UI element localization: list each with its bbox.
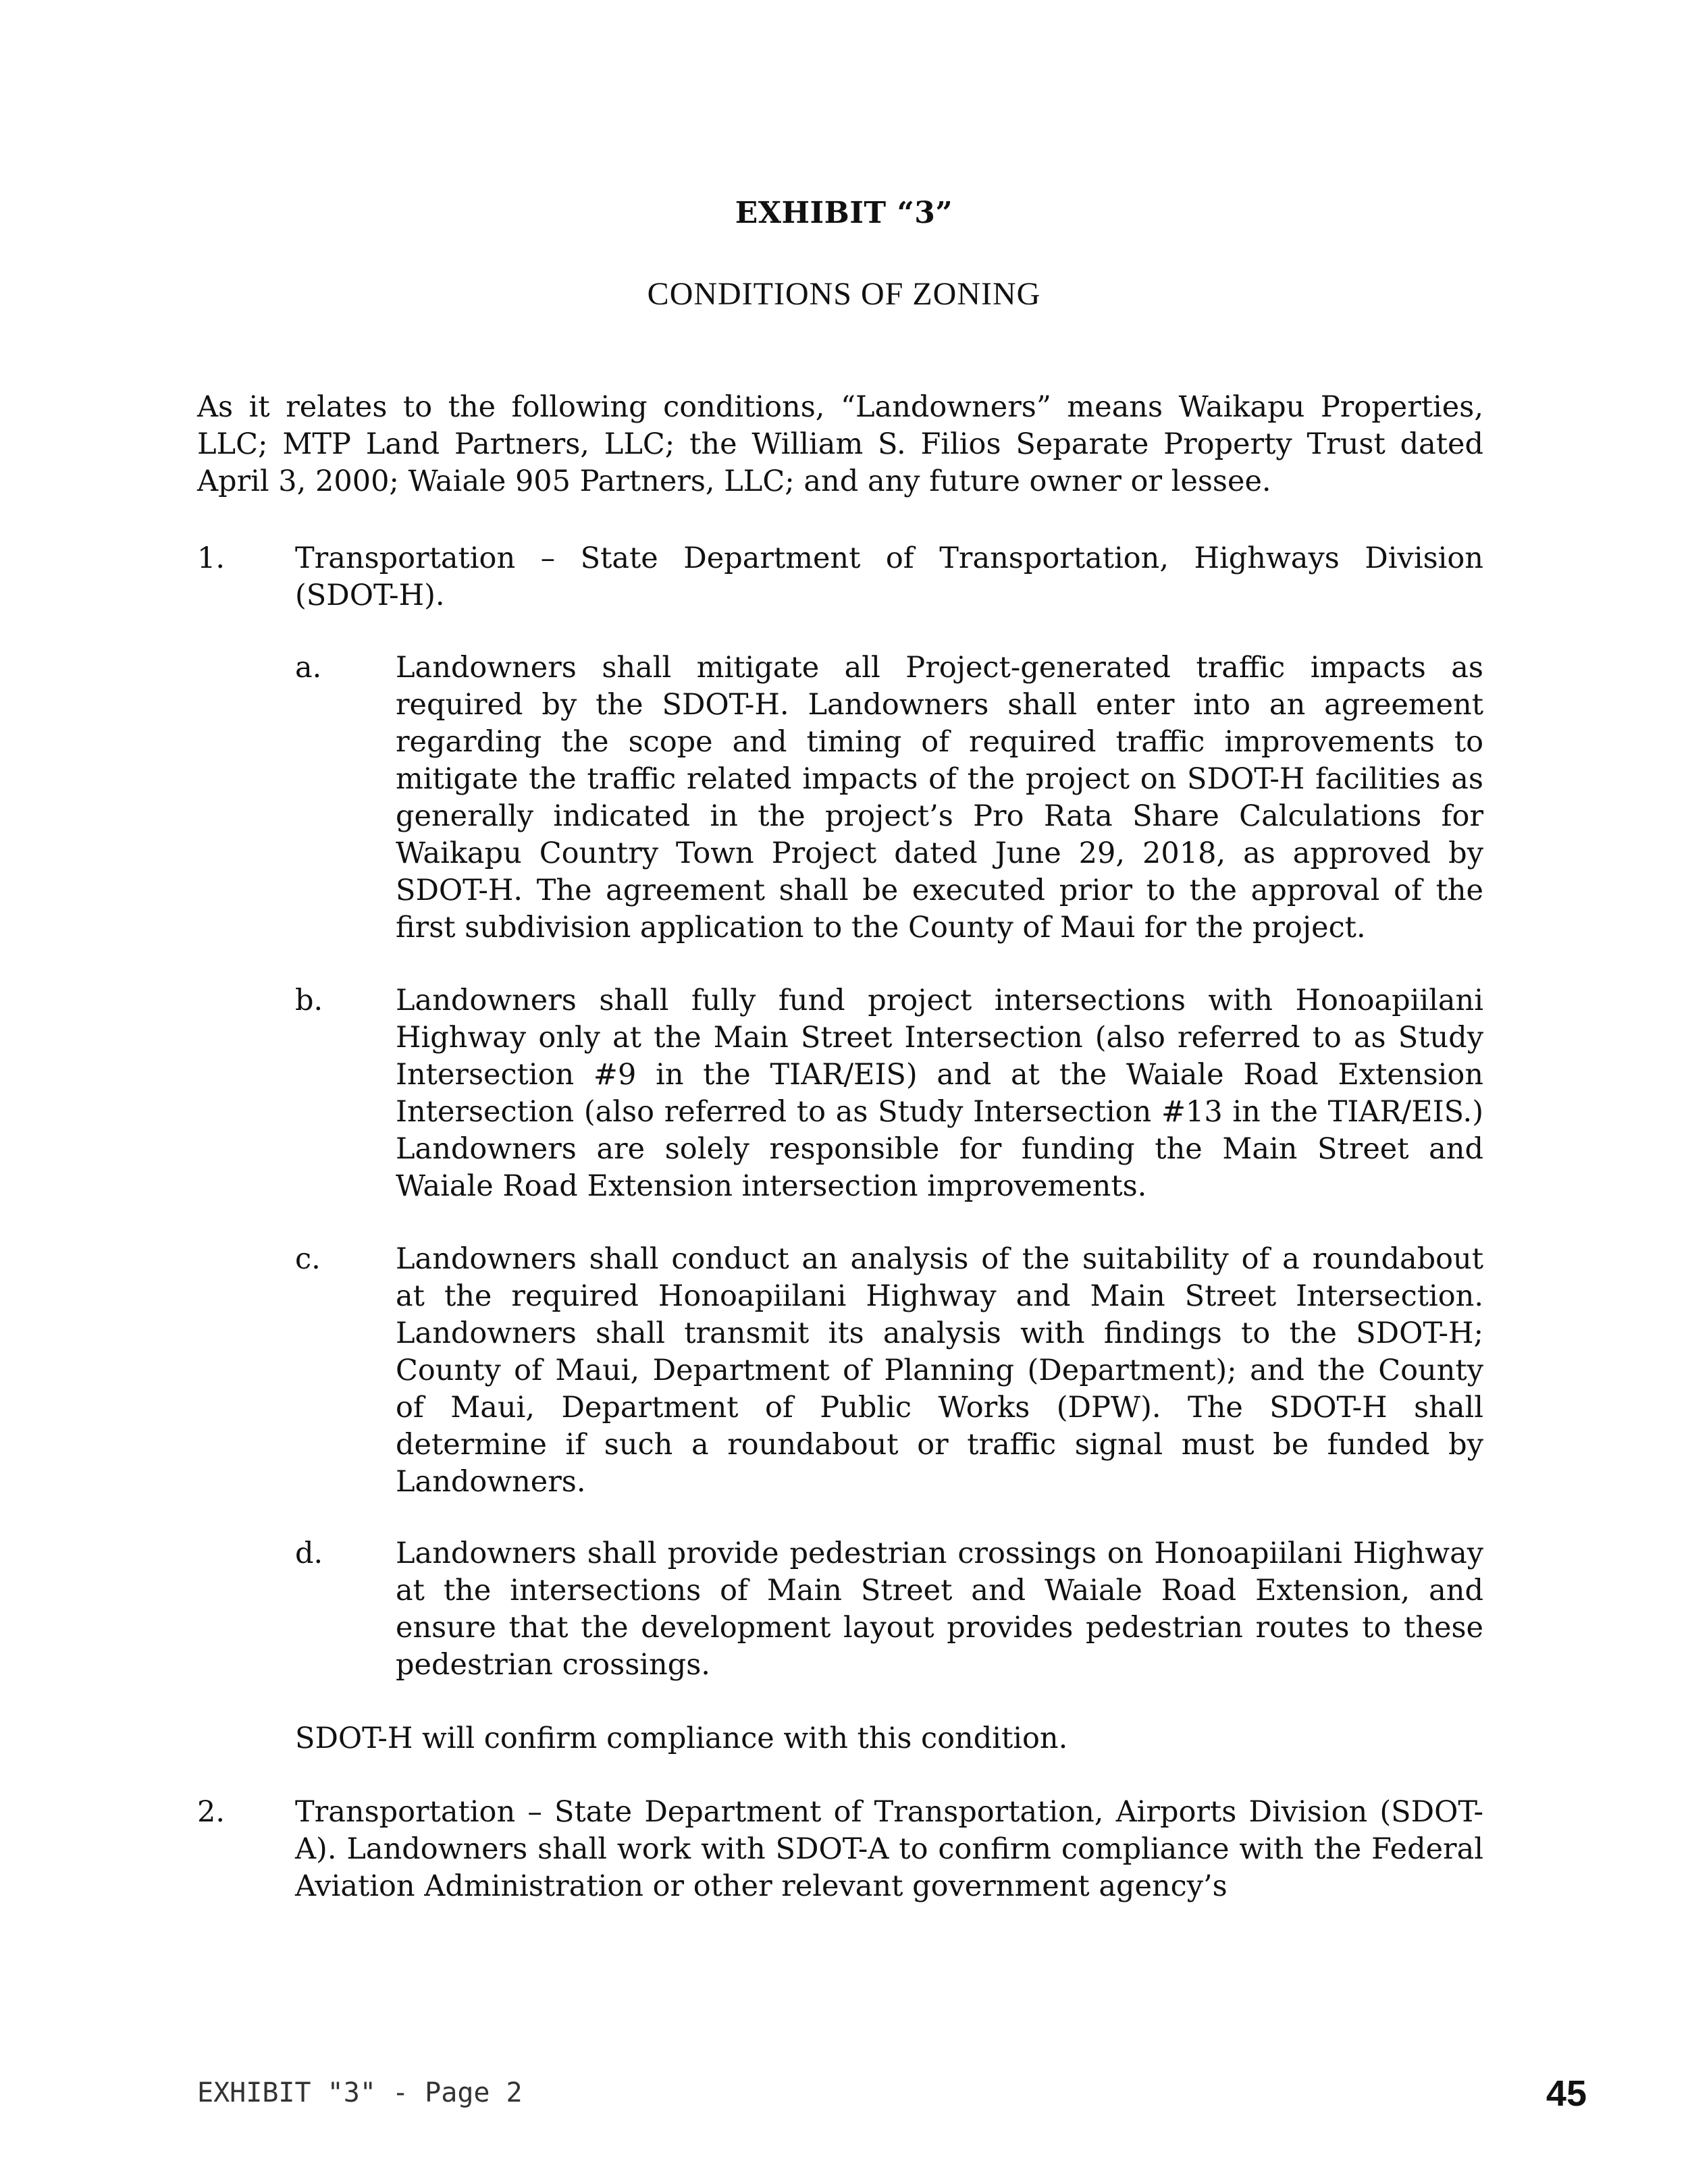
subitem-text: Landowners shall mitigate all Project-generated traffic impacts as required by the SDOT-H. Landowners shall enter into an agreement regarding the scope and timing of required traffic improvements to mitigate the traffic related impacts of the project on SDOT-H facilities as generally indicated in the project’s Pro Rata Share Calculations for Waikapu Country Town Project dated June 29, 2018, as approved by SDOT-H. The agreement shall be executed prior to the approval of the first subdivision application to the County of Maui for the project.: [396, 651, 1483, 944]
item-number: 2.: [197, 1795, 226, 1829]
compliance-statement: SDOT-H will confirm compliance with this condition.: [295, 1722, 1068, 1755]
subitem-letter: c.: [295, 1242, 321, 1276]
item-number: 1.: [197, 541, 226, 575]
subitem-letter: a.: [295, 651, 322, 685]
subitem-text: Landowners shall provide pedestrian crossings on Honoapiilani Highway at the intersections of Main Street and Waiale Road Extension, and ensure that the development layout provides pedestrian routes to these pedestrian crossings.: [396, 1537, 1483, 1682]
footer-label: EXHIBIT "3" - Page 2: [197, 2077, 523, 2108]
item-heading: Transportation – State Department of Transportation, Airports Division (SDOT-A). Landowners shall work with SDOT-A to confirm compliance with the Federal Aviation Administration or other relevant government agency’s: [295, 1795, 1483, 1903]
subitem-letter: b.: [295, 984, 323, 1017]
subitem-text: Landowners shall conduct an analysis of the suitability of a roundabout at the required Honoapiilani Highway and Main Street Intersection. Landowners shall transmit its analysis with findings to the SDOT-H; County of Maui, Department of Planning (Department); and the County of Maui, Department of Public Works (DPW). The SDOT-H shall determine if such a roundabout or traffic signal must be funded by Landowners.: [396, 1242, 1483, 1499]
item-heading: Transportation – State Department of Transportation, Highways Division (SDOT-H).: [295, 541, 1483, 612]
subitem-letter: d.: [295, 1537, 323, 1570]
document-subtitle: CONDITIONS OF ZONING: [647, 276, 1041, 312]
intro-paragraph: As it relates to the following conditions, “Landowners” means Waikapu Properties, LLC; MTP Land Partners, LLC; the William S. Filios Separate Property Trust dated April 3, 2000; Waiale 905 Partners, LLC; and any future owner or lessee.: [197, 390, 1483, 498]
page-number: 45: [1546, 2073, 1587, 2114]
exhibit-title: EXHIBIT “3”: [735, 196, 953, 230]
subitem-text: Landowners shall fully fund project intersections with Honoapiilani Highway only at the Main Street Intersection (also referred to as Study Intersection #9 in the TIAR/EIS) and at the Waiale Road Extension Intersection (also referred to as Study Intersection #13 in the TIAR/EIS.) Landowners are solely responsible for funding the Main Street and Waiale Road Extension intersection improvements.: [396, 984, 1483, 1203]
